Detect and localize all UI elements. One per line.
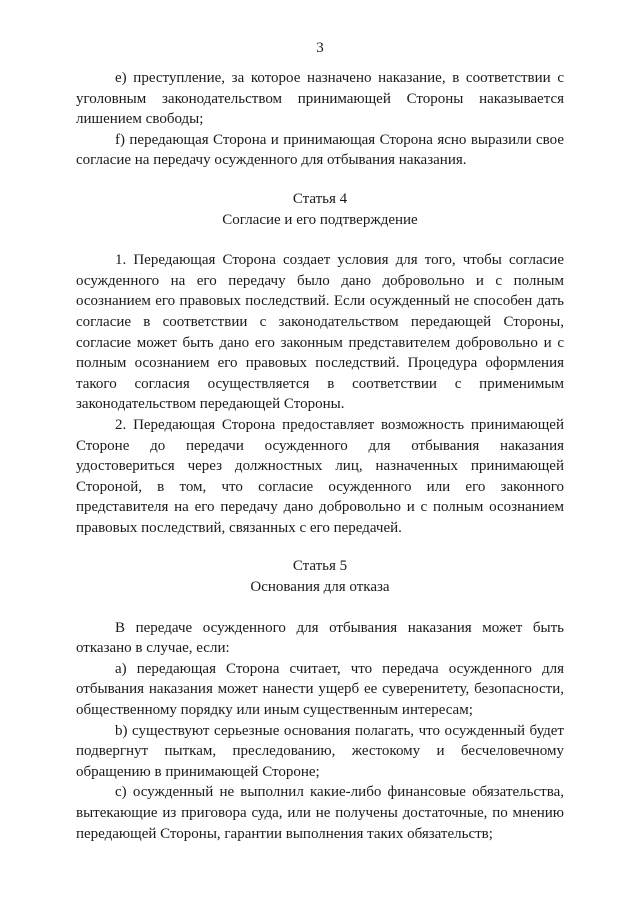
article-4-paragraph-2: 2. Передающая Сторона предоставляет возможность принимающей Стороне до передачи осужденного для отбывания наказания удостовериться через должностных лиц, назначенных принимающей Стороной, в том, что согласие осужденного или его законного представителя на его передачу дано добровольно и с полным осознанием правовых последствий, связанных с его передачей. (76, 416, 564, 536)
article-4-number: Статья 4 (292, 190, 348, 207)
article-5-title: Основания для отказа (250, 579, 390, 596)
page-number: 3 (316, 40, 324, 56)
document-body (76, 68, 564, 844)
article-5-item-c: с) осужденный не выполнил какие-либо финансовые обязательства, вытекающие из приговора суда, или не получены достаточные, по мнению передающей Стороны, гарантии выполнения таких обязательств; (76, 784, 564, 842)
article-5-item-a: а) передающая Сторона считает, что передача осужденного для отбывания наказания может нанести ущерб ее суверенитету, безопасности, общественному порядку или иным существенным интересам; (76, 660, 564, 719)
intro-item-e: е) преступление, за которое назначено наказание, в соответствии с уголовным законодательством принимающей Стороны наказывается лишением свободы; (76, 70, 564, 128)
article-4-paragraph-1: 1. Передающая Сторона создает условия для того, чтобы согласие осужденного на его передачу было дано добровольно и с полным осознанием его правовых последствий. Если осужденный не способен дать согласие в соответствии с законодательством передающей Стороны, согласие может быть дано его законным представителем добровольно и с полным осознанием его правовых последствий. Процедура оформления такого согласия осуществляется в соответствии с применимым законодательством передающей Стороны. (76, 252, 564, 413)
article-4-title: Согласие и его подтверждение (222, 211, 418, 228)
intro-item-f: f) передающая Сторона и принимающая Сторона ясно выразили свое согласие на передачу осужденного для отбывания наказания. (76, 131, 564, 169)
article-5-number: Статья 5 (292, 558, 348, 575)
article-5-intro: В передаче осужденного для отбывания наказания может быть отказано в случае, если: (76, 619, 564, 657)
article-5-item-b: b) существуют серьезные основания полагать, что осужденный будет подвергнут пыткам, преследованию, жестокому и бесчеловечному обращению в принимающей Стороне; (76, 722, 564, 780)
